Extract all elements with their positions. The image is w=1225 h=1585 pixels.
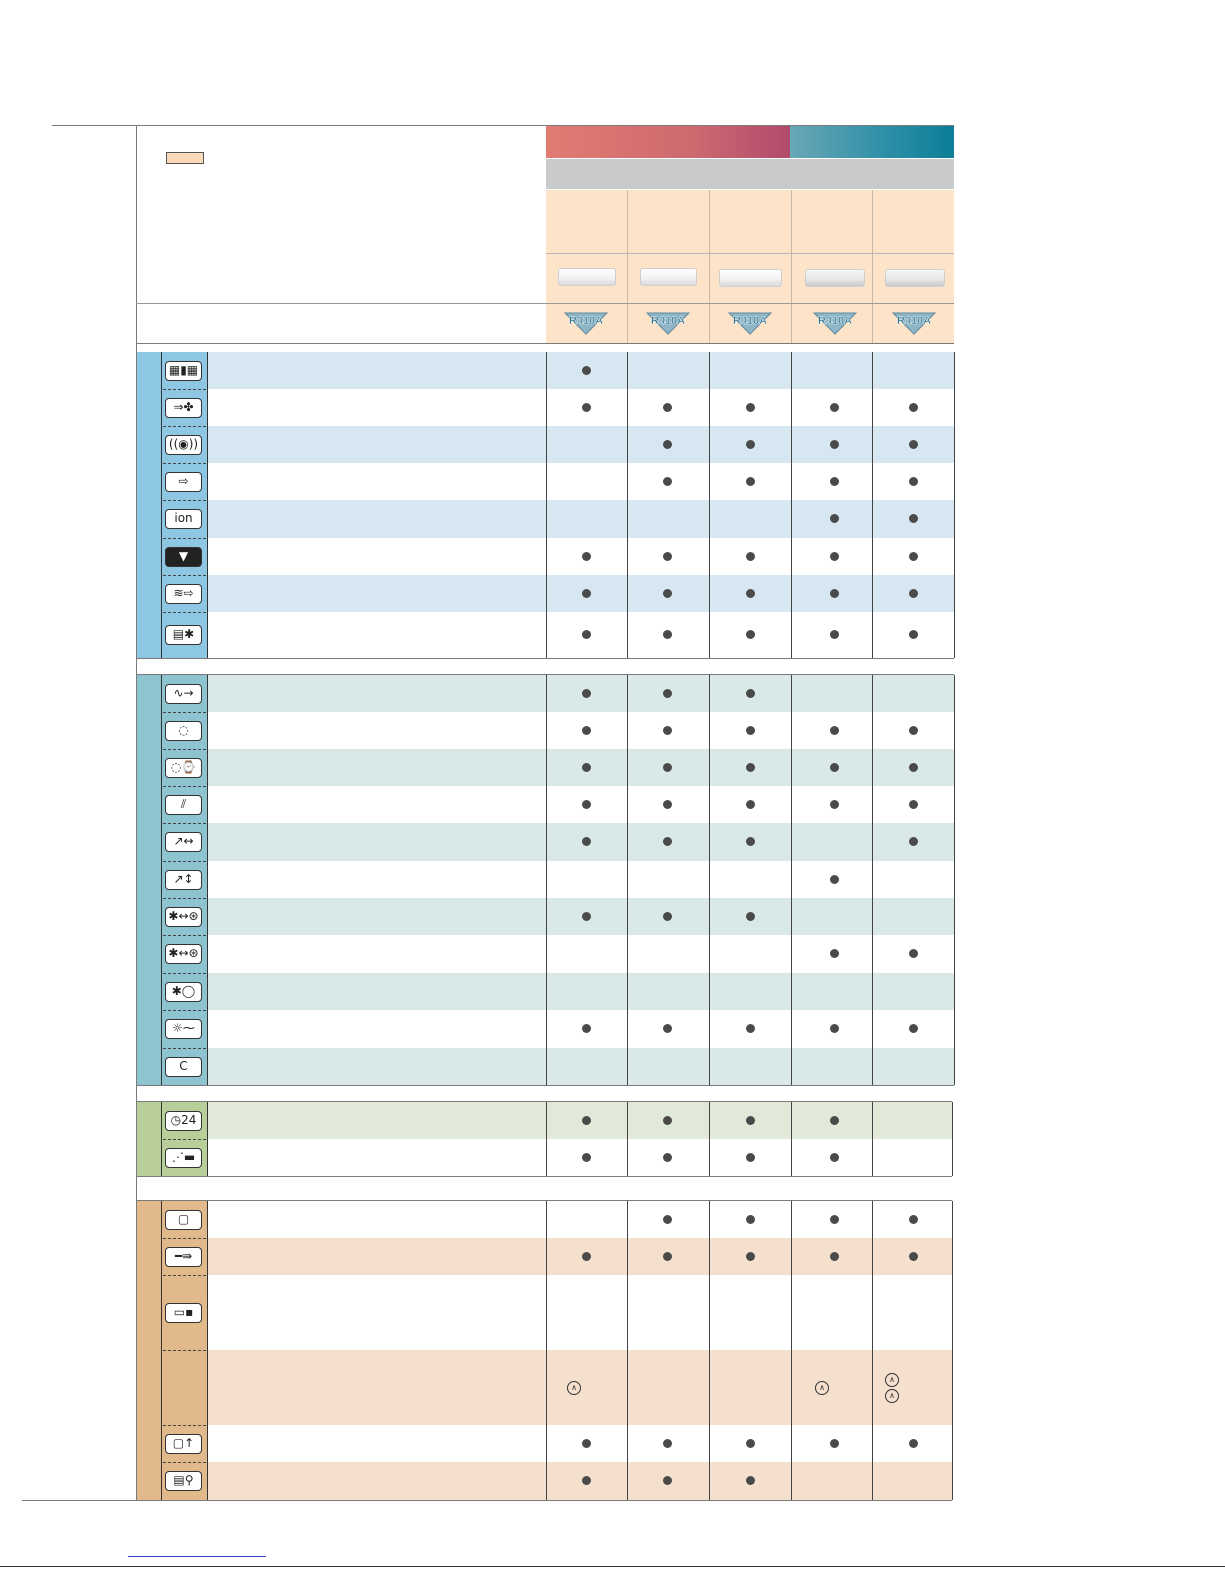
feature-dot xyxy=(582,589,591,598)
icon-row-separator xyxy=(163,389,206,390)
mode-cycle-a-icon: ✱↔⊛ xyxy=(165,907,202,927)
feature-dot xyxy=(909,949,918,958)
feature-dot xyxy=(746,837,755,846)
outlet-icon: ∧ xyxy=(815,1381,829,1395)
r410a-badge xyxy=(563,309,609,335)
bulb-clock-icon: ◌⌚ xyxy=(165,758,202,778)
icon-row-separator xyxy=(163,426,206,427)
feature-dot xyxy=(582,689,591,698)
feature-dot xyxy=(582,1252,591,1261)
feature-dot xyxy=(909,514,918,523)
outlet-icon: ∧ xyxy=(885,1373,899,1387)
table-row-band xyxy=(208,1462,952,1500)
section-bottom-rule xyxy=(136,658,954,659)
mode-cycle-b-icon: ✱↔⊛ xyxy=(165,944,202,964)
r410a-badge xyxy=(812,309,858,335)
category-header-cool xyxy=(790,126,954,158)
column-divider xyxy=(627,675,628,1085)
svg-text:R410A: R410A xyxy=(650,315,686,327)
feature-dot xyxy=(663,1476,672,1485)
table-row-band xyxy=(208,675,954,712)
feature-dot xyxy=(830,1153,839,1162)
table-row-band xyxy=(208,973,954,1010)
icon-row-separator xyxy=(163,1425,206,1426)
model-column-divider xyxy=(709,190,710,343)
table-row-band xyxy=(208,749,954,786)
icon-row-separator xyxy=(163,1010,206,1011)
feature-dot xyxy=(746,1439,755,1448)
svg-text:R410A: R410A xyxy=(732,315,768,327)
icon-row-separator xyxy=(163,1139,206,1140)
feature-dot xyxy=(830,477,839,486)
column-divider xyxy=(872,1102,873,1176)
table-right-border xyxy=(952,1102,953,1176)
unit-image-2 xyxy=(640,268,697,286)
column-divider xyxy=(546,1201,547,1500)
feature-dot xyxy=(663,1153,672,1162)
feature-dot xyxy=(746,630,755,639)
r410a-badge xyxy=(727,309,773,335)
column-divider xyxy=(546,1102,547,1176)
section-side-strip xyxy=(137,675,161,1085)
icon-row-separator xyxy=(163,1048,206,1049)
column-divider xyxy=(709,1102,710,1176)
feature-dot xyxy=(663,552,672,561)
bottom-left-rule xyxy=(22,1500,138,1501)
feature-dot xyxy=(909,589,918,598)
top-left-rule xyxy=(52,125,137,126)
feature-dot xyxy=(746,1215,755,1224)
column-divider xyxy=(791,352,792,658)
column-divider xyxy=(709,675,710,1085)
feature-dot xyxy=(582,726,591,735)
column-divider xyxy=(709,1201,710,1500)
feature-dot xyxy=(746,1116,755,1125)
model-column-divider xyxy=(791,190,792,343)
feature-dot xyxy=(746,689,755,698)
feature-dot xyxy=(746,403,755,412)
legend-swatch xyxy=(166,152,204,164)
icon-row-separator xyxy=(163,898,206,899)
feature-dot xyxy=(663,1439,672,1448)
table-row-band xyxy=(208,1102,952,1139)
feature-dot xyxy=(746,1476,755,1485)
unit-image-5 xyxy=(885,269,945,287)
feature-dot xyxy=(746,763,755,772)
feature-dot xyxy=(830,552,839,561)
feature-dot xyxy=(746,1252,755,1261)
feature-dot xyxy=(582,630,591,639)
section-bottom-rule xyxy=(136,1176,952,1177)
page-footer-rule xyxy=(0,1566,1225,1567)
icon-row-separator xyxy=(163,538,206,539)
column-divider xyxy=(546,352,547,658)
section-bottom-rule xyxy=(136,1085,954,1086)
feature-dot xyxy=(582,912,591,921)
r410a-badge xyxy=(891,309,937,335)
section-bottom-rule xyxy=(136,1500,952,1501)
unit-image-4 xyxy=(805,269,865,287)
swing-4way-icon: ↗↔ xyxy=(165,832,202,852)
table-row-band xyxy=(208,575,954,612)
feature-dot xyxy=(909,763,918,772)
feature-dot xyxy=(582,366,591,375)
feature-dot xyxy=(909,477,918,486)
feature-dot xyxy=(746,552,755,561)
icon-row-separator xyxy=(163,500,206,501)
feature-dot xyxy=(746,589,755,598)
feature-dot xyxy=(663,726,672,735)
icon-row-separator xyxy=(163,973,206,974)
panel-icon: ▢ xyxy=(165,1210,202,1230)
feature-dot xyxy=(582,1153,591,1162)
svg-text:R410A: R410A xyxy=(817,315,853,327)
feature-dot xyxy=(663,630,672,639)
feature-dot xyxy=(830,949,839,958)
icon-row-separator xyxy=(163,1238,206,1239)
icon-column-border xyxy=(161,1201,162,1500)
feature-dot xyxy=(909,1024,918,1033)
column-divider xyxy=(872,675,873,1085)
feature-dot xyxy=(582,1439,591,1448)
feature-dot xyxy=(909,1252,918,1261)
icon-row-separator xyxy=(163,1350,206,1351)
remote-signal-icon: ⋰▬ xyxy=(165,1148,202,1168)
curve-arrow-icon: ∿→ xyxy=(165,684,202,704)
louver-icon: ⫽ xyxy=(165,795,202,815)
table-right-border xyxy=(954,352,955,658)
table-right-border xyxy=(954,675,955,1085)
feature-dot xyxy=(746,1153,755,1162)
feature-dot xyxy=(663,763,672,772)
icon-row-separator xyxy=(163,861,206,862)
icon-column-border xyxy=(161,675,162,1085)
feature-dot xyxy=(909,1439,918,1448)
feature-dot xyxy=(830,800,839,809)
icon-row-separator xyxy=(163,712,206,713)
feature-dot xyxy=(663,689,672,698)
feature-dot xyxy=(663,912,672,921)
feature-dot xyxy=(830,630,839,639)
feature-dot xyxy=(663,403,672,412)
feature-dot xyxy=(909,440,918,449)
feature-dot xyxy=(909,552,918,561)
column-divider xyxy=(791,1102,792,1176)
icon-row-separator xyxy=(163,1275,206,1276)
unit-image-1 xyxy=(558,268,616,286)
pipe-arrow-icon: ━⇛ xyxy=(165,1247,202,1267)
section-side-strip xyxy=(137,352,161,658)
feature-dot xyxy=(582,403,591,412)
feature-dot xyxy=(746,800,755,809)
feature-dot xyxy=(663,837,672,846)
panel-lift-icon: ▢↑ xyxy=(165,1434,202,1454)
drip-tray-icon: ▼ xyxy=(165,547,202,567)
model-column-divider xyxy=(627,190,628,343)
model-name-divider xyxy=(546,253,954,254)
svg-text:R410A: R410A xyxy=(896,315,932,327)
feature-dot xyxy=(582,763,591,772)
feature-dot xyxy=(909,726,918,735)
feature-dot xyxy=(909,800,918,809)
column-divider xyxy=(872,352,873,658)
column-divider xyxy=(627,1201,628,1500)
feature-dot xyxy=(663,1252,672,1261)
grille-fan-icon: ▤✱ xyxy=(165,625,202,645)
icon-column-border xyxy=(161,352,162,658)
outlet-icon: ∧ xyxy=(885,1389,899,1403)
table-row-band xyxy=(208,1048,954,1085)
sun-wave-icon: ☼⁓ xyxy=(165,1019,202,1039)
table-row-band xyxy=(208,426,954,463)
refrigerant-row-rule xyxy=(136,303,954,304)
feature-dot xyxy=(830,875,839,884)
feature-dot xyxy=(830,589,839,598)
icon-row-separator xyxy=(163,749,206,750)
feature-dot xyxy=(909,403,918,412)
card-slot-icon: ▭▪ xyxy=(165,1303,202,1323)
feature-dot xyxy=(663,477,672,486)
feature-dot xyxy=(830,1439,839,1448)
feature-dot xyxy=(830,1252,839,1261)
feature-dot xyxy=(830,514,839,523)
icon-row-separator xyxy=(163,935,206,936)
icon-row-separator xyxy=(163,575,206,576)
feature-dot xyxy=(663,1116,672,1125)
table-row-band xyxy=(208,823,954,861)
feature-dot xyxy=(830,440,839,449)
feature-dot xyxy=(746,726,755,735)
category-header-warm xyxy=(546,126,790,158)
feature-dot xyxy=(582,1024,591,1033)
filter-search-icon: ▤⚲ xyxy=(165,1471,202,1491)
table-right-border xyxy=(952,1201,953,1500)
column-divider xyxy=(709,352,710,658)
arrow-fan-icon: ⇒✤ xyxy=(165,398,202,418)
table-row-band xyxy=(208,1238,952,1275)
feature-dot xyxy=(582,1116,591,1125)
column-divider xyxy=(546,675,547,1085)
column-divider xyxy=(627,352,628,658)
icon-row-separator xyxy=(163,463,206,464)
icon-column-border xyxy=(161,1102,162,1176)
feature-dot xyxy=(663,1024,672,1033)
feature-dot xyxy=(582,552,591,561)
feature-dot xyxy=(830,1024,839,1033)
model-column-divider xyxy=(872,190,873,343)
column-divider xyxy=(627,1102,628,1176)
feature-dot xyxy=(746,912,755,921)
sound-wave-icon: ((◉)) xyxy=(165,435,202,455)
feature-dot xyxy=(830,403,839,412)
table-row-band xyxy=(208,500,954,538)
header-bottom-rule xyxy=(136,343,954,344)
feature-dot xyxy=(663,800,672,809)
feature-dot xyxy=(909,1215,918,1224)
ion-icon: ion xyxy=(165,509,202,529)
feature-dot xyxy=(746,440,755,449)
section-top-rule xyxy=(136,1200,952,1201)
icon-row-separator xyxy=(163,1462,206,1463)
section-side-strip xyxy=(137,1201,161,1500)
oval-mode-icon: ✱◯ xyxy=(165,982,202,1002)
column-divider xyxy=(872,1201,873,1500)
feature-dot xyxy=(582,837,591,846)
r410a-badge xyxy=(645,309,691,335)
feature-dot xyxy=(909,630,918,639)
feature-dot xyxy=(830,1215,839,1224)
unit-image-3 xyxy=(719,269,782,287)
arrow-right-icon: ⇨ xyxy=(165,472,202,492)
column-divider xyxy=(791,1201,792,1500)
bulb-icon: ◌ xyxy=(165,721,202,741)
icon-column-border xyxy=(207,675,208,1085)
feature-dot xyxy=(582,1476,591,1485)
subheader-gray xyxy=(546,159,954,189)
table-row-band xyxy=(208,898,954,935)
icon-row-separator xyxy=(163,786,206,787)
column-divider xyxy=(791,675,792,1085)
filter-grid-icon: ▦▮▦ xyxy=(165,361,202,381)
table-row-band xyxy=(208,352,954,389)
feature-dot xyxy=(663,440,672,449)
icon-row-separator xyxy=(163,612,206,613)
feature-dot xyxy=(830,763,839,772)
svg-text:R410A: R410A xyxy=(568,315,604,327)
outlet-icon: ∧ xyxy=(567,1381,581,1395)
feature-dot xyxy=(746,477,755,486)
swing-2way-icon: ↗↕ xyxy=(165,870,202,890)
c-letter-icon: C xyxy=(165,1057,202,1077)
feature-dot xyxy=(746,1024,755,1033)
feature-dot xyxy=(582,800,591,809)
section-side-strip xyxy=(137,1102,161,1176)
feature-dot xyxy=(909,837,918,846)
feature-dot xyxy=(830,1116,839,1125)
icon-row-separator xyxy=(163,823,206,824)
feature-dot xyxy=(830,726,839,735)
feature-dot xyxy=(663,589,672,598)
airflow-arrow-icon: ≋⇨ xyxy=(165,584,202,604)
footer-link[interactable] xyxy=(128,1556,266,1557)
timer-24-icon: ◷24 xyxy=(165,1111,202,1131)
feature-dot xyxy=(663,1215,672,1224)
